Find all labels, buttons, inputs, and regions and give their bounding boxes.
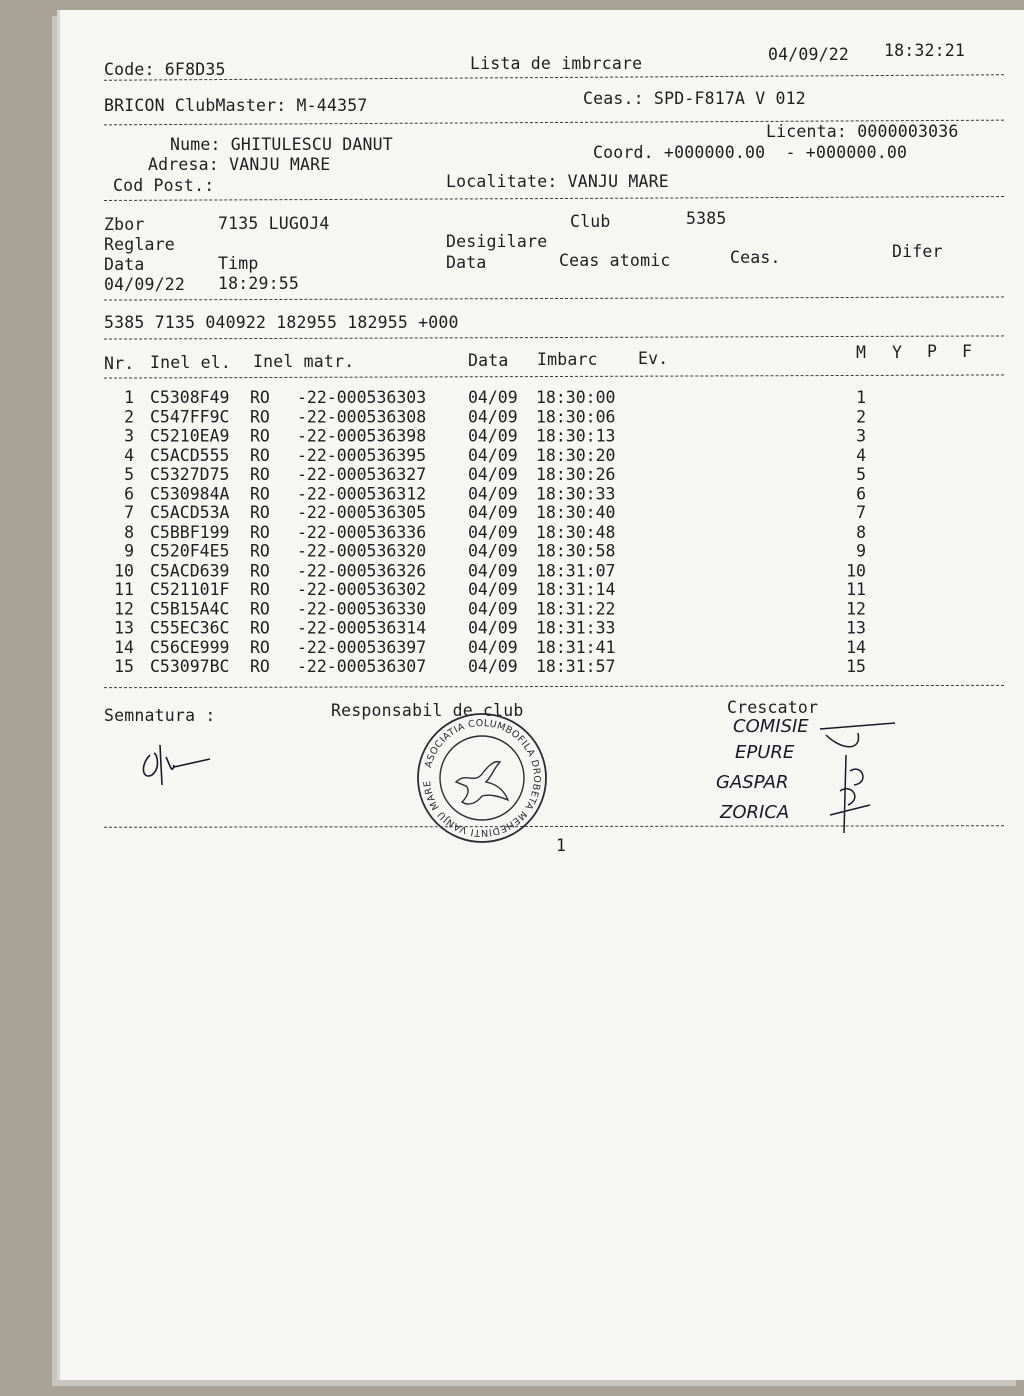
col-data: Data [468, 351, 509, 370]
row-m: 1 [856, 388, 866, 407]
row-date: 04/09 [468, 388, 518, 407]
row-inel-el: C56CE999 [150, 637, 230, 657]
licenta: Licenta: 0000003036 [766, 122, 959, 141]
row-inel-el: C5308F49 [150, 388, 230, 407]
club-label: Club [570, 212, 611, 231]
row-m: 11 [846, 580, 866, 599]
row-country: RO [250, 637, 270, 657]
col-f: F [962, 342, 973, 361]
table-row [104, 599, 864, 619]
document-title: Lista de imbrcare [470, 54, 643, 73]
row-nr: 6 [124, 484, 134, 503]
row-time: 18:30:26 [536, 464, 616, 484]
table-row [104, 638, 864, 658]
row-country: RO [250, 388, 270, 407]
table-row [104, 446, 864, 466]
handwritten-gaspar: GASPAR [716, 772, 789, 793]
row-time: 18:30:58 [536, 541, 616, 561]
col-nr: Nr. [104, 354, 135, 373]
row-country: RO [250, 599, 270, 619]
row-country: RO [250, 407, 270, 427]
crescator-label: Crescator [727, 698, 819, 717]
row-time: 18:30:20 [536, 445, 616, 465]
col-y: Y [892, 343, 903, 362]
difer-label: Difer [892, 242, 943, 261]
row-inel-matr: -22-000536307 [297, 656, 427, 676]
row-country: RO [250, 541, 270, 561]
row-country: RO [250, 426, 270, 446]
row-m: 2 [856, 407, 866, 427]
row-m: 10 [846, 560, 866, 580]
table-row [104, 618, 864, 638]
row-date: 04/09 [468, 541, 518, 561]
row-country: RO [250, 580, 270, 599]
row-time: 18:31:14 [536, 580, 616, 599]
row-inel-matr: -22-000536308 [297, 407, 427, 427]
row-time: 18:30:13 [536, 426, 616, 446]
row-time: 18:31:41 [536, 637, 616, 657]
table-row [104, 465, 864, 485]
row-date: 04/09 [468, 407, 518, 427]
row-inel-matr: -22-000536312 [297, 484, 427, 503]
row-inel-matr: -22-000536320 [297, 541, 427, 561]
row-m: 4 [856, 445, 866, 465]
row-m: 6 [856, 484, 866, 503]
cod-post: Cod Post.: [113, 176, 215, 195]
row-inel-el: C520F4E5 [150, 541, 230, 561]
col-inel-el: Inel el. [150, 353, 232, 372]
row-nr: 13 [114, 618, 134, 638]
row-inel-el: C547FF9C [150, 407, 230, 427]
clubmaster: BRICON ClubMaster: M-44357 [104, 96, 368, 115]
row-date: 04/09 [468, 637, 518, 657]
row-nr: 4 [124, 445, 134, 465]
row-inel-el: C5ACD555 [150, 445, 230, 465]
row-inel-el: C55EC36C [150, 618, 230, 638]
row-inel-matr: -22-000536398 [297, 426, 427, 446]
reglare-timp-label: Timp [218, 254, 259, 273]
row-m: 5 [856, 464, 866, 484]
print-time: 18:32:21 [884, 41, 966, 60]
stamp-text: ASOCIATIA COLUMBOFILA DROBETA MEHEDINTI VANJU MARE [421, 717, 543, 839]
row-inel-el: C5BBF199 [150, 522, 230, 542]
ceas-label: Ceas. [730, 248, 781, 267]
row-m: 8 [856, 522, 866, 542]
desigilare-data-label: Data [446, 253, 487, 272]
coord: Coord. +000000.00 - +000000.00 [593, 143, 908, 162]
table-body [104, 388, 864, 681]
row-m: 12 [846, 599, 866, 619]
row-nr: 9 [124, 541, 134, 561]
row-country: RO [250, 445, 270, 465]
zbor-value: 7135 LUGOJ4 [218, 214, 330, 233]
col-m: M [856, 343, 867, 362]
row-inel-matr: -22-000536336 [297, 522, 427, 542]
row-m: 13 [846, 618, 866, 638]
row-time: 18:30:06 [536, 407, 616, 427]
row-time: 18:31:07 [536, 560, 616, 580]
row-country: RO [250, 503, 270, 523]
col-inel-matr: Inel matr. [253, 352, 355, 371]
semnatura-label: Semnatura : [104, 706, 216, 725]
handwritten-zorica: ZORICA [720, 802, 790, 823]
row-inel-matr: -22-000536303 [297, 388, 427, 407]
row-inel-el: C5327D75 [150, 464, 230, 484]
row-m: 3 [856, 426, 866, 446]
row-date: 04/09 [468, 484, 518, 503]
row-nr: 12 [114, 599, 134, 619]
row-nr: 5 [124, 464, 134, 484]
table-row [104, 580, 864, 600]
handwritten-comisie: COMISIE [733, 716, 809, 737]
owner-name: Nume: GHITULESCU DANUT [170, 135, 393, 154]
row-nr: 3 [124, 426, 134, 446]
table-row [104, 426, 864, 446]
col-ev: Ev. [638, 349, 669, 368]
row-time: 18:31:57 [536, 656, 616, 676]
ceas-atomic-label: Ceas atomic [559, 251, 671, 270]
code-line: 5385 7135 040922 182955 182955 +000 [104, 313, 459, 332]
row-date: 04/09 [468, 445, 518, 465]
row-inel-matr: -22-000536305 [297, 503, 427, 523]
row-inel-matr: -22-000536327 [297, 464, 427, 484]
row-m: 14 [846, 637, 866, 657]
handwritten-epure: EPURE [735, 742, 795, 763]
ceas-model: Ceas.: SPD-F817A V 012 [583, 89, 806, 108]
row-country: RO [250, 464, 270, 484]
row-inel-el: C5ACD639 [150, 560, 230, 580]
row-time: 18:31:33 [536, 618, 616, 638]
col-imbarc: Imbarc [537, 350, 598, 369]
row-country: RO [250, 656, 270, 676]
table-row [104, 522, 864, 542]
table-row [104, 388, 864, 408]
row-nr: 8 [124, 522, 134, 542]
row-m: 7 [856, 503, 866, 523]
row-inel-el: C5ACD53A [150, 503, 230, 523]
handwritten-signatures [800, 715, 910, 835]
row-inel-matr: -22-000536330 [297, 599, 427, 619]
row-date: 04/09 [468, 618, 518, 638]
club-stamp [416, 712, 548, 844]
row-date: 04/09 [468, 464, 518, 484]
row-time: 18:30:33 [536, 484, 616, 503]
table-row [104, 657, 864, 677]
row-date: 04/09 [468, 560, 518, 580]
signature [130, 735, 220, 795]
owner-address: Adresa: VANJU MARE [148, 155, 331, 174]
row-time: 18:31:22 [536, 599, 616, 619]
row-inel-el: C5B15A4C [150, 599, 230, 619]
reglare-data-label: Data [104, 255, 145, 274]
row-inel-el: C5210EA9 [150, 426, 230, 446]
row-inel-el: C53097BC [150, 656, 230, 676]
row-nr: 2 [124, 407, 134, 427]
row-country: RO [250, 618, 270, 638]
row-m: 9 [856, 541, 866, 561]
print-date: 04/09/22 [768, 45, 850, 64]
table-row [104, 484, 864, 504]
table-row [104, 407, 864, 427]
row-date: 04/09 [468, 426, 518, 446]
zbor-label: Zbor [104, 215, 145, 234]
table-row [104, 561, 864, 581]
row-date: 04/09 [468, 522, 518, 542]
reglare-label: Reglare [104, 235, 175, 254]
row-nr: 15 [114, 656, 134, 676]
document-page [60, 10, 1024, 1380]
row-m: 15 [846, 656, 866, 676]
row-time: 18:30:48 [536, 522, 616, 542]
row-nr: 14 [114, 637, 134, 657]
row-inel-el: C530984A [150, 484, 230, 503]
desigilare-label: Desigilare [446, 232, 548, 251]
page-number: 1 [556, 836, 567, 855]
row-date: 04/09 [468, 656, 518, 676]
table-row [104, 542, 864, 562]
reglare-time: 18:29:55 [218, 274, 300, 293]
code: Code: 6F8D35 [104, 60, 226, 79]
row-time: 18:30:00 [536, 388, 616, 407]
row-date: 04/09 [468, 503, 518, 523]
row-nr: 11 [114, 580, 134, 599]
row-inel-el: C521101F [150, 580, 230, 599]
row-country: RO [250, 560, 270, 580]
table-row [104, 503, 864, 523]
row-nr: 10 [114, 560, 134, 580]
row-country: RO [250, 522, 270, 542]
row-date: 04/09 [468, 599, 518, 619]
localitate: Localitate: VANJU MARE [446, 172, 669, 191]
row-nr: 1 [124, 388, 134, 407]
row-inel-matr: -22-000536314 [297, 618, 427, 638]
reglare-date: 04/09/22 [104, 275, 186, 294]
club-value: 5385 [686, 209, 727, 228]
responsabil-label: Responsabil de club [331, 701, 524, 720]
row-date: 04/09 [468, 580, 518, 599]
col-p: P [927, 342, 938, 361]
row-country: RO [250, 484, 270, 503]
row-inel-matr: -22-000536397 [297, 637, 427, 657]
row-inel-matr: -22-000536395 [297, 445, 427, 465]
row-inel-matr: -22-000536302 [297, 580, 427, 599]
row-nr: 7 [124, 503, 134, 523]
row-inel-matr: -22-000536326 [297, 560, 427, 580]
row-time: 18:30:40 [536, 503, 616, 523]
